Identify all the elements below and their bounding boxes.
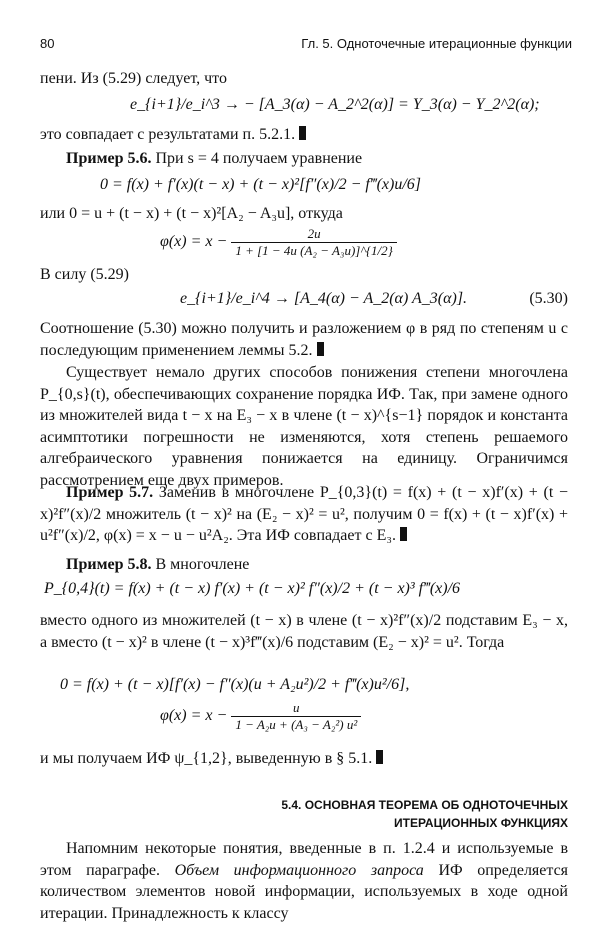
equation-phi-2	[160, 700, 361, 733]
qed-mark	[317, 342, 324, 356]
example-5-8-label: Пример 5.8.	[66, 556, 152, 573]
example-5-6-label: Пример 5.6.	[66, 150, 152, 167]
equation-phi-2-denominator: 1 − A₂u + (A₃ − A₂²) u²	[235, 717, 358, 732]
example-5-8-text: В многочлене	[155, 556, 250, 573]
equation-phi-2-fraction	[231, 700, 361, 733]
paragraph-by-virtue: В силу (5.29)	[40, 266, 129, 283]
section-heading-line-1	[40, 796, 568, 814]
paragraph-relation	[40, 318, 568, 361]
example-5-7-label: Пример 5.7.	[66, 484, 154, 501]
paragraph-psi-text: и мы получаем ИФ ψ_{1,2}, выведенную в § 5.1.	[40, 750, 373, 767]
equation-error-ratio-4: e_{i+1}/e_i^4 → [A_4(α) − A_2(α) A_3(α)].	[180, 290, 468, 307]
equation-phi-1-numerator: 2u	[231, 226, 397, 243]
section-title-1: ОСНОВНАЯ ТЕОРЕМА ОБ ОДНОТОЧЕЧНЫХ	[304, 798, 568, 812]
paragraph-or: или 0 = u + (t − x) + (t − x)²[A₂ − A₃u], откуда	[40, 205, 343, 222]
paragraph-coincides-text: это совпадает с результатами п. 5.2.1.	[40, 126, 296, 143]
qed-mark	[376, 750, 383, 764]
page-number: 80	[40, 36, 55, 51]
equation-phi-2-numerator: u	[231, 700, 361, 717]
paragraph-recall-emphasis: Объем информационного запроса	[174, 861, 424, 879]
example-5-6	[66, 150, 362, 168]
equation-quadratic: 0 = f(x) + f′(x)(t − x) + (t − x)²[f″(x)/2 − f‴(x)u/6]	[100, 176, 422, 193]
paragraph-coincides	[40, 126, 306, 144]
paragraph-intro: пени. Из (5.29) следует, что	[40, 70, 227, 87]
paragraph-psi	[40, 750, 383, 768]
equation-p04: P_{0,4}(t) = f(x) + (t − x) f′(x) + (t − x)² f″(x)/2 + (t − x)³ f‴(x)/6	[44, 580, 461, 597]
equation-phi-1-fraction	[231, 226, 397, 259]
paragraph-other-methods: Существует немало других способов понижения степени многочлена P_{0,s}(t), обеспечивающих сохранение порядка ИФ. Так, при замене одного из множителей вида t − x на E₃ − x в члене (t − x)^{s−1} порядок и константа асимптотики погрешности не изменяются, хотя степень решаемого алгебраического уравнения понижается на единицу. Ограничимся рассмотрением еще двух примеров.	[40, 364, 568, 489]
paragraph-relation-text: Соотношение (5.30) можно получить и разложением φ в ряд по степеням u с последующим применением леммы 5.2.	[40, 320, 568, 359]
equation-number-5-30: (5.30)	[529, 290, 568, 307]
paragraph-recall-a: Напомним некоторые понятия, введенные в п. 1.2.4 и используемые в этом параграфе.	[40, 840, 568, 879]
qed-mark	[299, 126, 306, 140]
equation-error-ratio-3: e_{i+1}/e_i^3 → − [A_3(α) − A_2^2(α)] = Y_3(α) − Y_2^2(α);	[130, 96, 540, 113]
equation-cubic-reduced: 0 = f(x) + (t − x)[f′(x) − f″(x)(u + A₂u²)/2 + f‴(x)u²/6],	[60, 676, 410, 693]
example-5-6-text: При s = 4 получаем уравнение	[155, 150, 363, 167]
section-heading	[40, 796, 568, 832]
example-5-7-text: Заменив в многочлене P_{0,3}(t) = f(x) + (t − x)f′(x) + (t − x)²f″(x)/2 множитель (t − x)² на (E₂ − x)² = u², получим 0 = f(x) + (t − x)f′(x) + u²f″(x)/2, φ(x) = x − u − u²A₂. Эта ИФ совпадает с E₃.	[40, 484, 569, 545]
paragraph-recall-b: ИФ определяется количеством элементов новой информации, используемых в ходе одной итерации. Принадлежность к классу	[40, 861, 569, 922]
equation-phi-1-denominator: 1 + [1 − 4u (A₂ − A₃u)]^{1/2}	[235, 243, 393, 258]
equation-phi-2-lhs: φ(x) = x −	[160, 707, 228, 725]
paragraph-recall	[40, 838, 568, 924]
section-title-2: ИТЕРАЦИОННЫХ ФУНКЦИЯХ	[394, 816, 568, 830]
equation-phi-1	[160, 226, 397, 259]
section-number: 5.4.	[281, 798, 302, 812]
example-5-7	[40, 482, 568, 547]
paragraph-substitute: вместо одного из множителей (t − x) в члене (t − x)²f″(x)/2 подставим E₃ − x, а вместо (t − x)² в члене (t − x)³f‴(x)/6 подставим (E₂ − x)² = u². Тогда	[40, 612, 568, 651]
qed-mark	[400, 527, 407, 541]
example-5-8	[66, 556, 249, 574]
equation-phi-1-lhs: φ(x) = x −	[160, 233, 228, 251]
running-header: Гл. 5. Одноточечные итерационные функции	[301, 36, 572, 51]
